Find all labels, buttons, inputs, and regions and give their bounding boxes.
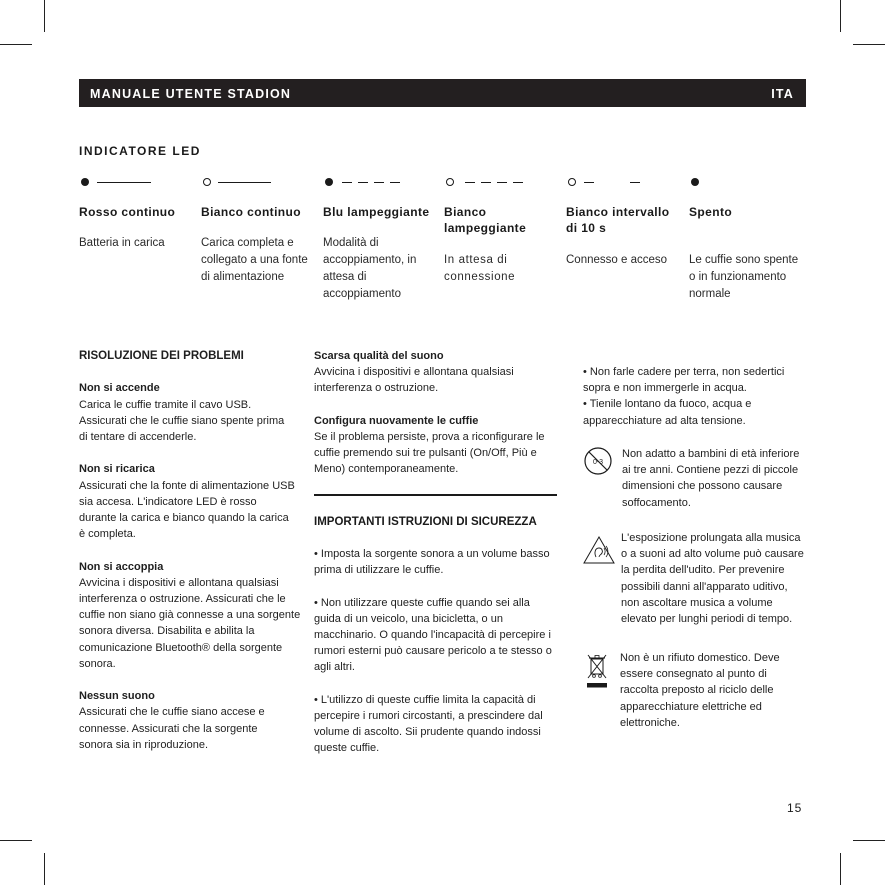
problem-title: Scarsa qualità del suono [314, 350, 444, 362]
problem-text: Avvicina i dispositivi e allontana qualsiasi interferenza o ostruzione. [314, 366, 514, 395]
problem-title: Non si accoppia [79, 560, 164, 573]
no-children-under-3-icon [583, 446, 613, 476]
led-section-heading: INDICATORE LED [79, 144, 201, 158]
led-dash [342, 182, 352, 183]
led-dot-hollow [446, 178, 454, 186]
led-dash [584, 182, 594, 183]
language-code: ITA [771, 87, 794, 101]
warning-text: Non è un rifiuto domestico. Deve essere consegnato al punto di raccolta preposto al riciclo delle apparecchiature elettriche ed elettroniche. [620, 652, 780, 729]
safety-bullet: • Tienile lontano da fuoco, acqua e apparecchiature ad alta tensione. [583, 398, 752, 427]
led-label: Bianco continuo [201, 205, 301, 219]
safety-bullet: • L'utilizzo di queste cuffie limita la capacità di percepire i rumori circostanti, a prescindere dal volume di ascolto. Sii prudente quando indossi queste cuffie. [314, 693, 543, 755]
led-description: Modalità di accoppiamento, in attesa di accoppiamento [323, 237, 417, 300]
led-dot-hollow [568, 178, 576, 186]
led-dash [390, 182, 400, 183]
safety-column-continued [583, 364, 799, 429]
problem-title: Nessun suono [79, 690, 155, 703]
led-symbol [201, 172, 321, 192]
led-indicator [566, 172, 686, 266]
safety-column [314, 546, 556, 757]
safety-bullet: • Non utilizzare queste cuffie quando sei alla guida di un veicolo, una bicicletta, o un macchinario. O quando l'incapacità di percepire i rumori esterni può causare pericolo a te stesso o agli altri. [314, 596, 552, 674]
led-description: Connesso e acceso [566, 254, 668, 266]
safety-heading: IMPORTANTI ISTRUZIONI DI SICUREZZA [314, 516, 537, 528]
problem-title: Configura nuovamente le cuffie [314, 414, 479, 427]
hearing-damage-warning-icon [582, 535, 616, 565]
led-indicator [444, 172, 564, 283]
crop-mark [0, 840, 32, 841]
crop-mark [44, 853, 45, 885]
led-dash [630, 182, 640, 183]
troubleshooting-column [79, 348, 305, 753]
led-label: Bianco lampeggiante [444, 205, 527, 235]
section-divider [314, 494, 557, 496]
led-description: Carica completa e collegato a una fonte di alimentazione [201, 237, 308, 283]
crop-mark [44, 0, 45, 32]
led-description: In attesa di connessione [444, 254, 516, 283]
led-line [97, 182, 151, 183]
problem-text: Assicurati che la fonte di alimentazione USB sia accesa. L'indicatore LED è rosso durante la carica e bianco quando la carica è completa. [79, 479, 295, 541]
led-dash [465, 182, 475, 183]
led-dot-filled [691, 178, 699, 186]
header-bar [79, 79, 806, 107]
led-dash [513, 182, 523, 183]
led-dash [497, 182, 507, 183]
age-range-text: 0-3 [592, 459, 604, 466]
problem-text: Avvicina i dispositivi e allontana qualsiasi interferenza o ostruzione. Assicurati che le cuffie non siano già connesse a una sorgente sonora diversa. Disabilita e abilita la comunicazione Bluetooth® della sorgente sonora. [79, 576, 301, 670]
led-description: Le cuffie sono spente o in funzionamento normale [689, 254, 799, 300]
warning-text: Non adatto a bambini di età inferiore ai tre anni. Contiene pezzi di piccole dimensioni che possono causare soffocamento. [622, 448, 800, 509]
page-number: 15 [787, 801, 803, 815]
led-indicator [201, 172, 321, 283]
weee-crossed-bin-icon [584, 650, 610, 690]
led-label: Spento [689, 205, 733, 219]
led-symbol [444, 172, 564, 192]
problem-title: Non si accende [79, 382, 160, 395]
warning-text: L'esposizione prolungata alla musica o a suoni ad alto volume può causare la perdita dell'udito. Per prevenire possibili danni all'apparato uditivo, non ascoltare musica a volume elevato per lunghi periodi di tempo. [621, 532, 804, 626]
safety-bullet: • Imposta la sorgente sonora a un volume basso prima di utilizzare le cuffie. [314, 548, 550, 577]
led-line [218, 182, 271, 183]
crop-mark [853, 44, 885, 45]
problem-text: Se il problema persiste, prova a riconfigurare le cuffie premendo sui tre pulsanti (On/Off, Più e Meno) contemporaneamente. [314, 431, 545, 476]
led-indicator [323, 172, 443, 300]
crop-mark [0, 44, 32, 45]
crop-mark [840, 853, 841, 885]
led-dot-filled [325, 178, 333, 186]
led-dot-hollow [203, 178, 211, 186]
led-dot-filled [81, 178, 89, 186]
safety-bullet: • Non farle cadere per terra, non sedertici sopra e non immergerle in acqua. [583, 366, 785, 395]
led-indicator [689, 172, 809, 300]
crop-mark [840, 0, 841, 32]
header-title: MANUALE UTENTE STADION [90, 87, 292, 101]
led-label: Rosso continuo [79, 205, 176, 219]
led-label: Bianco intervallo di 10 s [566, 205, 670, 235]
crop-mark [853, 840, 885, 841]
led-symbol [323, 172, 443, 192]
led-description: Batteria in carica [79, 237, 165, 249]
led-dash [358, 182, 368, 183]
problem-text: Carica le cuffie tramite il cavo USB. Assicurati che le cuffie siano spente prima di tentare di accenderle. [79, 398, 285, 443]
troubleshooting-column-continued [314, 348, 554, 478]
led-symbol [689, 172, 809, 192]
led-dash [481, 182, 491, 183]
problem-title: Non si ricarica [79, 463, 155, 476]
led-dash [374, 182, 384, 183]
led-indicator [79, 172, 199, 249]
led-symbol [566, 172, 686, 192]
problem-text: Assicurati che le cuffie siano accese e connesse. Assicurati che la sorgente sonora sia in riproduzione. [79, 706, 265, 751]
troubleshooting-heading: RISOLUZIONE DEI PROBLEMI [79, 350, 244, 362]
led-label: Blu lampeggiante [323, 205, 430, 219]
led-symbol [79, 172, 199, 192]
